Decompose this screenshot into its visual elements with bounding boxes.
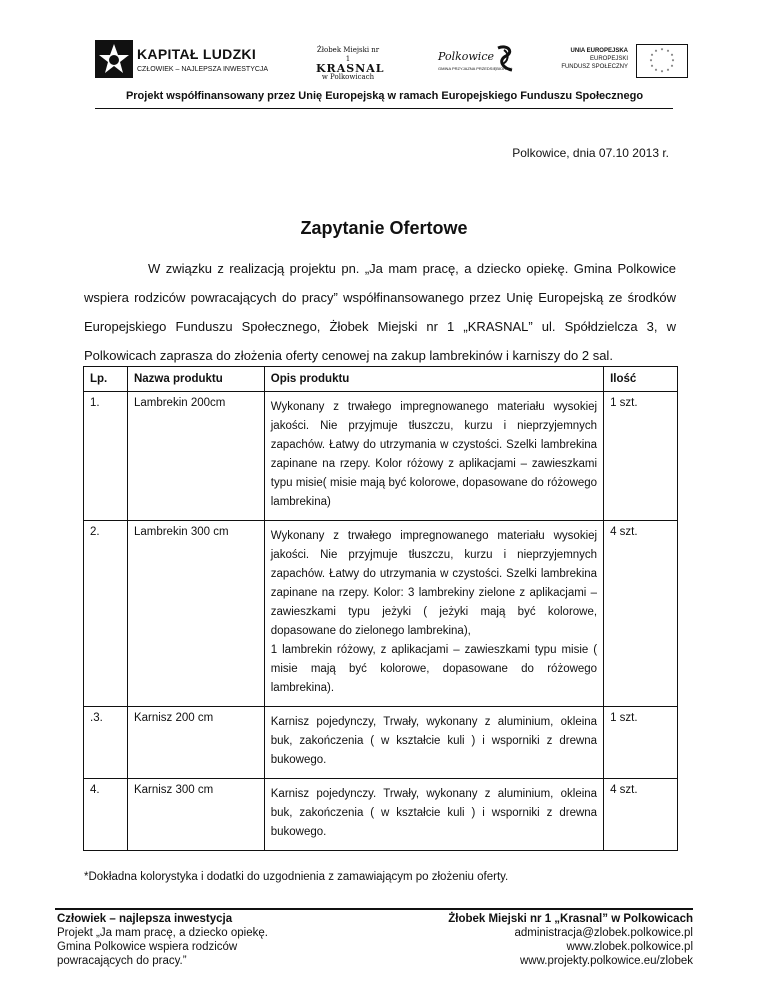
svg-text:*: * (660, 70, 664, 76)
products-table (83, 366, 678, 851)
polkowice-subtitle: GMINA PRZYJAZNA PRZEDSIĘBIORCY (438, 66, 512, 71)
kapital-ludzki-logo (95, 40, 305, 85)
row-desc: Karnisz pojedynczy, Trwały, wykonany z aluminium, okleina buk, zakończenia ( w kształcie kuli ) i wsporniki z drewna bukowego. (264, 707, 603, 779)
row-desc: Wykonany z trwałego impregnowanego materiału wysokiej jakości. Nie przyjmuje tłuszczu, kurzu i nieprzyjemnych zapachów. Łatwy do utrzymania w czystości. Szelki lambrekina zapinane na rzepy. Kolor różowy z aplikacjami – zawieszkami typu misie( misie mają być kolorowe, dopasowane do różowego lambrekina) (264, 392, 603, 521)
eu-line2: EUROPEJSKI (589, 56, 628, 62)
header-lp: Lp. (84, 367, 128, 392)
footer-divider (55, 908, 693, 910)
footnote: *Dokładna kolorystyka i dodatki do uzgodnienia z zamawiającym po złożeniu oferty. (84, 871, 509, 883)
intro-paragraph (84, 254, 676, 370)
row-lp: 4. (84, 779, 128, 851)
krasnal-line3: w Polkowicach (321, 73, 375, 81)
row-qty: 1 szt. (604, 392, 678, 521)
svg-text:*: * (654, 68, 658, 75)
row-desc: Karnisz pojedynczy. Trwały, wykonany z aluminium, okleina buk, zakończenia ( w kształcie kuli ) i wsporniki z drewna bukowego. (264, 779, 603, 851)
kapital-ludzki-subtitle: CZŁOWIEK – NAJLEPSZA INWESTYCJA (137, 66, 269, 73)
footer-web2: www.projekty.polkowice.eu/zlobek (519, 955, 693, 967)
svg-text:*: * (670, 64, 674, 71)
polkowice-name: Polkowice (438, 50, 494, 63)
eu-line3: FUNDUSZ SPOŁECZNY (561, 64, 628, 70)
svg-text:*: * (649, 59, 653, 65)
svg-text:*: * (654, 49, 658, 56)
document-date: Polkowice, dnia 07.10 2013 r. (512, 146, 669, 160)
row-lp: .3. (84, 707, 128, 779)
table-row (84, 707, 678, 779)
footer-left-title: Człowiek – najlepsza inwestycja (57, 913, 233, 925)
row-name: Karnisz 200 cm (127, 707, 264, 779)
table-row (84, 779, 678, 851)
footer-email: administracja@zlobek.polkowice.pl (514, 927, 693, 939)
row-desc-part1: Wykonany z trwałego impregnowanego materiału wysokiej jakości. Nie przyjmuje tłuszczu, kurzu i nieprzyjemnych zapachów. Łatwy do utrzymania w czystości. Szelki lambrekina zapinane na rzepy. Kolor: 3 lambrekiny zielone z aplikacjami – zawieszkami typu jeżyki ( jeżyki mają być kolorowe, dopasowane do zielonego lambrekina), (270, 530, 598, 637)
footer-web1: www.zlobek.polkowice.pl (566, 941, 693, 953)
row-lp: 2. (84, 521, 128, 707)
header-qty: Ilość (604, 367, 678, 392)
footer-left-line3: powracających do pracy.” (57, 955, 187, 967)
footer-left-line2: Gmina Polkowice wspiera rodziców (57, 941, 238, 953)
svg-text:*: * (670, 53, 674, 60)
svg-text:*: * (666, 49, 670, 56)
footer-right (380, 912, 693, 968)
polkowice-logo (438, 44, 518, 78)
row-name: Lambrekin 300 cm (127, 521, 264, 707)
row-qty: 4 szt. (604, 779, 678, 851)
row-desc-part2: 1 lambrekin różowy, z aplikacjami – zawieszkami typu misie ( misie mają być kolorowe, dopasowane do różowego lambrekina). (270, 644, 598, 694)
svg-text:*: * (650, 53, 654, 60)
krasnal-logo (316, 46, 385, 81)
kapital-ludzki-title: KAPITAŁ LUDZKI (137, 46, 257, 62)
header-name: Nazwa produktu (127, 367, 264, 392)
row-desc (264, 521, 603, 707)
svg-text:*: * (671, 59, 675, 65)
polkowice-swirl-icon (494, 44, 516, 74)
footer-left-line1: Projekt „Ja mam pracę, a dziecko opiekę. (57, 927, 268, 939)
eu-logo (550, 42, 690, 78)
row-qty: 4 szt. (604, 521, 678, 707)
table-row (84, 392, 678, 521)
krasnal-line2: KRASNAL (316, 62, 385, 75)
svg-text:*: * (666, 68, 670, 75)
table-row (84, 521, 678, 707)
svg-text:*: * (650, 64, 654, 71)
intro-text: W związku z realizacją projektu pn. „Ja mam pracę, a dziecko opiekę. Gmina Polkowice wspiera rodziców powracających do pracy” współfinansowanego przez Unię Europejską ze środków Europejskiego Funduszu Społecznego, Żłobek Miejski nr 1 „KRASNAL” ul. Spółdzielcza 3, w Polkowicach zaprasza do złożenia oferty cenowej na zakup lambrekinów i karniszy do 2 sal. (84, 261, 676, 363)
eu-line1: UNIA EUROPEJSKA (570, 48, 628, 54)
row-lp: 1. (84, 392, 128, 521)
row-qty: 1 szt. (604, 707, 678, 779)
document-title: Zapytanie Ofertowe (300, 218, 468, 238)
kapital-ludzki-emblem-icon (95, 40, 133, 78)
footer-right-title: Żłobek Miejski nr 1 „Krasnal” w Polkowicach (448, 913, 693, 925)
svg-text:*: * (660, 48, 664, 54)
row-name: Karnisz 300 cm (127, 779, 264, 851)
eu-flag-icon (636, 44, 688, 78)
header-desc: Opis produktu (264, 367, 603, 392)
cofinanced-statement: Projekt współfinansowany przez Unię Europejską w ramach Europejskiego Funduszu Społecznego (125, 90, 644, 102)
krasnal-line1: Żłobek Miejski nr 1 (316, 46, 380, 63)
header-divider (95, 108, 673, 109)
footer-left (57, 912, 377, 968)
table-header-row (84, 367, 678, 392)
row-name: Lambrekin 200cm (127, 392, 264, 521)
